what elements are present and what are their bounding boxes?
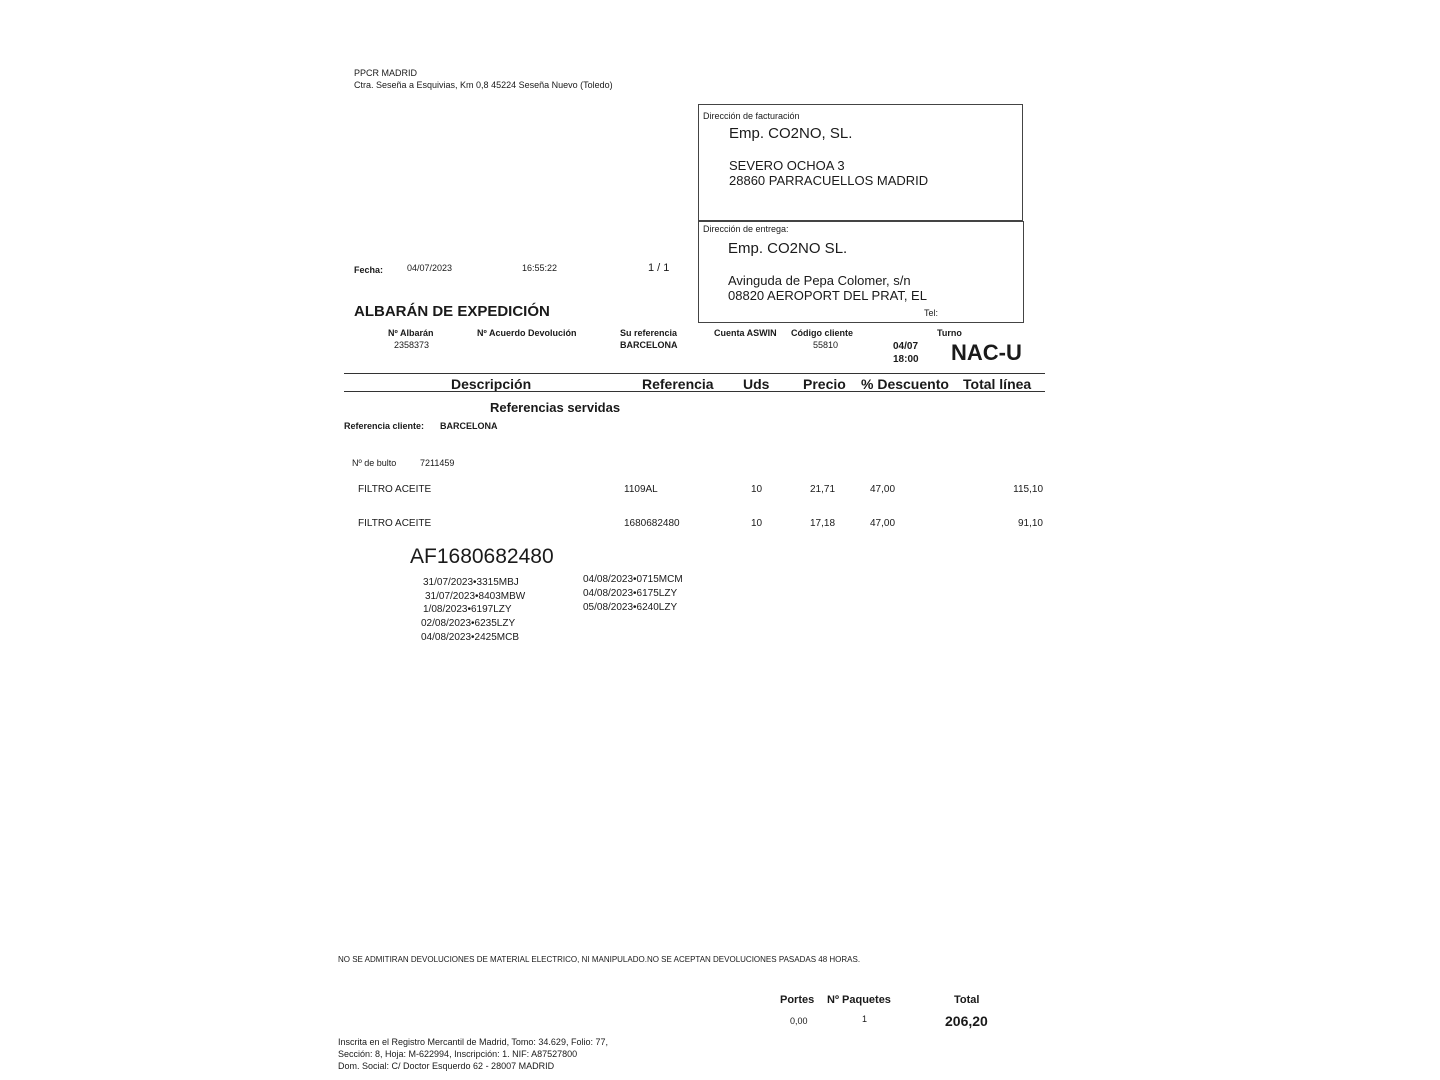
- fecha-label: Fecha:: [354, 265, 384, 275]
- row-reference: 1109AL: [624, 484, 658, 495]
- annotation-entry: 04/08/2023•6175LZY: [583, 588, 678, 599]
- table-top-rule: [344, 373, 1045, 374]
- row-discount: 47,00: [870, 484, 896, 495]
- annotation-entry: 02/08/2023•6235LZY: [421, 618, 516, 629]
- codigo-cliente-value: 55810: [813, 340, 839, 350]
- portes-label: Portes: [780, 994, 815, 1006]
- ref-cliente-label: Referencia cliente:: [344, 421, 425, 431]
- portes-value: 0,00: [790, 1016, 808, 1026]
- ref-cliente-value: BARCELONA: [440, 421, 498, 431]
- col-uds: Uds: [743, 376, 770, 392]
- turno-date: 04/07: [893, 341, 919, 352]
- billing-label: Dirección de facturación: [703, 111, 800, 121]
- row-units: 10: [751, 518, 763, 529]
- table-header-rule: [344, 391, 1045, 392]
- turno-time: 18:00: [893, 354, 919, 365]
- total-label: Total: [954, 994, 980, 1006]
- albaran-label: Nº Albarán: [388, 328, 434, 338]
- row-description: FILTRO ACEITE: [358, 484, 432, 495]
- page-number: 1 / 1: [648, 262, 670, 274]
- annotation-entry: 1/08/2023•6197LZY: [423, 604, 512, 615]
- paquetes-value: 1: [862, 1014, 868, 1024]
- row-units: 10: [751, 484, 763, 495]
- footer-line3: Dom. Social: C/ Doctor Esquerdo 62 - 28007 MADRID: [338, 1061, 555, 1071]
- hora-value: 16:55:22: [522, 263, 558, 273]
- delivery-line1: Avinguda de Pepa Colomer, s/n: [728, 273, 911, 288]
- albaran-value: 2358373: [394, 340, 430, 350]
- delivery-name: Emp. CO2NO SL.: [728, 240, 848, 257]
- footer-line2: Sección: 8, Hoja: M-622994, Inscripción: 1. NIF: A87527800: [338, 1049, 578, 1059]
- delivery-label: Dirección de entrega:: [703, 224, 789, 234]
- fecha-value: 04/07/2023: [407, 263, 453, 273]
- row-discount: 47,00: [870, 518, 896, 529]
- footer-line1: Inscrita en el Registro Mercantil de Madrid, Tomo: 34.629, Folio: 77,: [338, 1037, 608, 1047]
- acuerdo-label: Nº Acuerdo Devolución: [477, 328, 577, 338]
- annotation-entry: 31/07/2023•8403MBW: [425, 591, 526, 602]
- row-description: FILTRO ACEITE: [358, 518, 432, 529]
- delivery-tel-label: Tel:: [924, 308, 939, 318]
- row-price: 17,18: [810, 518, 836, 529]
- annotation-entry: 04/08/2023•0715MCM: [583, 574, 683, 585]
- annotation-code: AF1680682480: [410, 545, 554, 568]
- delivery-line2: 08820 AEROPORT DEL PRAT, EL: [728, 288, 927, 303]
- billing-name: Emp. CO2NO, SL.: [729, 125, 853, 142]
- returns-notice: NO SE ADMITIRAN DEVOLUCIONES DE MATERIAL ELECTRICO, NI MANIPULADO.NO SE ACEPTAN DEVOLUCIONES PASADAS 48 HORAS.: [338, 955, 861, 964]
- col-descuento: % Descuento: [861, 376, 949, 392]
- document-title: ALBARÁN DE EXPEDICIÓN: [354, 303, 550, 320]
- sender-address: Ctra. Seseña a Esquivias, Km 0,8 45224 Seseña Nuevo (Toledo): [354, 80, 613, 90]
- col-total-linea: Total línea: [963, 376, 1032, 392]
- col-precio: Precio: [803, 376, 846, 392]
- paquetes-label: Nº Paquetes: [827, 994, 891, 1006]
- bulto-value: 7211459: [420, 458, 455, 468]
- row-total: 115,10: [1013, 484, 1043, 495]
- total-value: 206,20: [945, 1013, 988, 1029]
- su-referencia-label: Su referencia: [620, 328, 678, 338]
- row-reference: 1680682480: [624, 518, 680, 529]
- row-total: 91,10: [1017, 518, 1043, 529]
- row-price: 21,71: [810, 484, 836, 495]
- billing-address-box: [698, 104, 1023, 221]
- cuenta-aswin-label: Cuenta ASWIN: [714, 328, 777, 338]
- billing-line2: 28860 PARRACUELLOS MADRID: [729, 173, 929, 188]
- annotation-entry: 31/07/2023•3315MBJ: [423, 577, 519, 588]
- su-referencia-value: BARCELONA: [620, 340, 678, 350]
- annotation-entry: 05/08/2023•6240LZY: [583, 602, 678, 613]
- annotation-entry: 04/08/2023•2425MCB: [421, 632, 520, 643]
- turno-label: Turno: [937, 328, 962, 338]
- sender-name: PPCR MADRID: [354, 68, 418, 78]
- bulto-label: Nº de bulto: [352, 458, 397, 468]
- col-referencia: Referencia: [642, 376, 714, 392]
- delivery-address-box: [698, 221, 1024, 323]
- billing-line1: SEVERO OCHOA 3: [729, 158, 845, 173]
- codigo-cliente-label: Código cliente: [791, 328, 854, 338]
- col-descripcion: Descripción: [451, 376, 532, 392]
- turno-value: NAC-U: [951, 340, 1022, 365]
- section-title: Referencias servidas: [490, 400, 621, 415]
